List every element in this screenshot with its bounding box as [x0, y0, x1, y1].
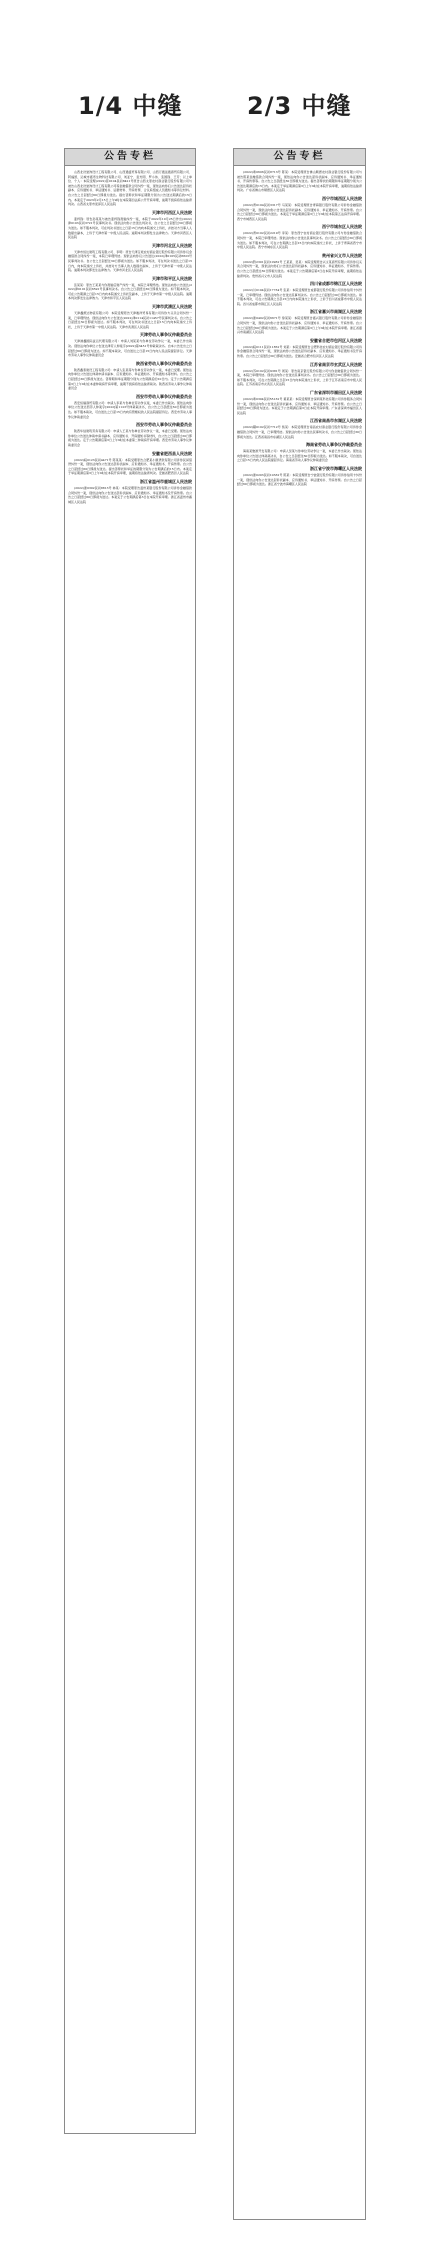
- notice-title: 安徽省肥西县人民法院: [152, 450, 192, 456]
- notice-body: (2022)粤0304民初55132号 黄某某：本院受理原告深圳某科技有限公司诉你服务合同纠纷一案，现依法向你公告送达起诉状副本、应诉通知书、举证通知书、开庭传票。自公告之日起经过30日即视为送达。本案定于公告期满后第3日在本院开庭审理。广东省深圳市福田区人民法院: [237, 397, 362, 415]
- notice-body: 天津港鑫国际货运代理有限公司：申请人刘某某与你单位劳动争议一案，本委已作出裁决。现依法向你单位公告送达津劳人仲案字[2022]第3451号仲裁裁决书。自本公告发出之日起经过60日即视为送达。如不服本裁决，可自送达之日起15日内向人民法院提起诉讼。天津市劳动人事争议仲裁委员会: [68, 339, 192, 358]
- column-header-left: 公告专栏: [65, 149, 195, 166]
- column-header-right: 公告专栏: [234, 149, 365, 166]
- notice-item: [68, 170, 192, 207]
- notice-body: (2022)苏0102民初9381号 周某：原告南京银行股份有限公司与你金融借款合同纠纷一案，本院已审理终结。现依法向你公告送达民事判决书。自公告之日起经过30日即视为送达。如不服本判决，可在公告期满之日起15日内向本院递交上诉状，上诉于江苏省南京市中级人民法院。江苏省南京市玄武区人民法院: [237, 368, 362, 387]
- notice-title: 广东省深圳市福田区人民法院: [310, 390, 362, 395]
- notice-title: 贵州省兴义市人民法院: [322, 252, 362, 258]
- notice-body: (2022)浙0302民初8813号 林某：本院受理原告温州某银行股份有限公司诉你金融借款合同纠纷一案，现依法向你公告送达起诉状副本、应诉通知书、举证通知书及开庭传票。自公告之日起经过60日即视为送达。本案定于公告期满后第3日在本院开庭审理。浙江省温州市鹿城区人民法院: [68, 485, 192, 504]
- notice-item: [237, 170, 362, 193]
- notice-item: [237, 418, 362, 439]
- notice-body: (2022)青0104民初3317号 马某某：本院受理原告青海银行股份有限公司诉你金融借款合同纠纷一案，现依法向你公告送达起诉状副本、应诉通知书、举证通知书、开庭传票。自公告之日起经过30日即视为送达。本案定于举证期满后第3日上午9时在本院第五法庭开庭审理。西宁市城西区人民法院: [237, 202, 362, 221]
- notice-title: 海南省劳动人事争议仲裁委员会: [306, 442, 362, 448]
- notice-title: 西宁市城东区人民法院: [322, 224, 362, 230]
- notice-title: 天津劳动人事争议仲裁委员会: [140, 332, 192, 338]
- notice-body: (2022)浙0402民初6671号 徐某某：本院受理原告嘉兴银行股份有限公司诉你金融借款合同纠纷一案，现依法向你公告送达起诉状副本、应诉通知书、举证通知书、开庭传票。自公告之日起经过60日即视为送达。本案定于公告期满后第3日上午9时在本院开庭审理。浙江省嘉兴市南湖区人民法院: [237, 316, 362, 335]
- notice-item: [237, 466, 362, 487]
- notice-body: (2022)黔2301民初10932号 王某某、吴某：本院受理原告兴义某商贸有限公司诉你们买卖合同纠纷一案，现依法向你们公告送达起诉状副本、应诉通知书、举证通知书、开庭传票。自公告之日起经过30日即视为送达。本案定于公告期满后第3日在本院开庭审理，逾期将依法缺席判决。贵州省兴义市人民法院: [237, 259, 362, 278]
- notice-item: [68, 479, 192, 504]
- notice-item: [68, 276, 192, 301]
- notice-body: (2022)皖0111民初11852号 刘某：本院受理原告合肥科技农村商业银行股份有限公司诉你金融借款合同纠纷一案，现依法向你公告送达起诉状副本、应诉通知书、举证通知书及开庭传票。自公告之日起经过30日即视为送达。安徽省合肥市包河区人民法院: [237, 344, 362, 359]
- notice-item: [237, 281, 362, 306]
- notice-body: 张某某：原告王某某与你离婚后财产纠纷一案，本院已审理终结。现依法向你公告送达(2022)津0101民初6591号民事判决书。自公告之日起经过30日即视为送达。如不服本判决，可在公告期满之日起15日内向本院递交上诉状及副本，上诉于天津市第一中级人民法院。逾期本判决即发生法律效力。天津市和平区人民法院: [68, 282, 192, 301]
- notice-body: (2022)皖0123民初4471号 陈某某：本院受理原告合肥某小额贷款有限公司诉你民间借贷纠纷一案，现依法向你公告送达起诉状副本、应诉通知书、举证通知书、开庭传票。自公告之日起经过60日即视为送达。提出答辩状和举证的期限分别为公告期满后的15日内。本案定于举证期满后第3日上午9时在本院开庭审理，逾期将依法缺席判决。安徽省肥西县人民法院: [68, 457, 192, 476]
- notice-title: 西宁市城西区人民法院: [322, 195, 362, 201]
- notice-title: 浙江省宁波市海曙区人民法院: [310, 465, 362, 471]
- notice-body: 陕西鑫泰建设工程有限公司：申请人张某等与你单位劳动争议一案，本委已受理。现依法向你单位公告送达仲裁申请书副本、应诉通知书、举证通知书、开庭通知书等材料。自公告之日起经过30日即视为送达。答辩期和举证期限分别为公告期满后的10日内。定于公告期满后第3日上午9时在本委仲裁庭开庭审理，逾期不到庭将依法缺席裁决。陕西省劳动人事争议仲裁委员会: [68, 367, 192, 391]
- notice-title: 江苏省南京市玄武区人民法院: [310, 361, 362, 367]
- notice-title: 安徽省合肥市包河区人民法院: [310, 337, 362, 343]
- notice-body: (2022)川0104民初17734号 张某：本院受理原告成都银行股份有限公司诉你信用卡纠纷一案，已审理终结。现依法向你公告送达民事判决书。自公告之日起经过30日即视为送达。如不服本判决，可在公告期满之日起15日内向本院递交上诉状，上诉于四川省成都市中级人民法院。四川省成都市锦江区人民法院: [237, 288, 362, 306]
- notice-body: (2022)赣0102民初7712号 熊某：本院受理原告南昌农村商业银行股份有限公司诉你金融借款合同纠纷一案，已审理终结。现依法向你公告送达民事判决书，自公告之日起经过30日即视为送达。江西省南昌市东湖区人民法院: [237, 425, 362, 439]
- notice-item: [68, 243, 192, 273]
- notice-title: 浙江省温州市鹿城区人民法院: [140, 478, 192, 484]
- notice-item: [237, 338, 362, 359]
- page-label-right: 2/3 中缝: [247, 92, 352, 120]
- notice-item: [68, 361, 192, 391]
- notice-title: 天津市武清区人民法院: [152, 304, 192, 310]
- notice-column-right: [233, 148, 366, 2220]
- notice-item: [237, 309, 362, 334]
- notice-item: [68, 451, 192, 476]
- notice-item: [237, 253, 362, 278]
- notice-body: 天津市恒达建筑工程有限公司、李明：原告天津宝坻农村商业银行股份有限公司诉你们金融借款合同纠纷一案，本院已审理终结。现依法向你们公告送达(2022)津0105民初8823号民事判决书。自公告之日起经过30日即视为送达。如不服本判决，可在判决书送达之日起15日内，向本院递交上诉状，并按对方当事人的人数提出副本，上诉于天津市第一中级人民法院。逾期本判决即发生法律效力。天津市河北区人民法院: [68, 249, 192, 273]
- notice-item: [68, 210, 192, 240]
- notice-item: [68, 422, 192, 447]
- notice-title: 江西省南昌市东湖区人民法院: [310, 418, 362, 424]
- notice-item: [237, 196, 362, 221]
- notice-item: [68, 394, 192, 419]
- notice-item: [68, 332, 192, 357]
- notice-title: 天津市河西区人民法院: [152, 209, 192, 215]
- notice-title: 浙江省嘉兴市南湖区人民法院: [310, 309, 362, 315]
- notice-body: (2022)浙0203民初10332号 陈某：本院受理原告宁波银行股份有限公司诉你信用卡纠纷一案，现依法向你公告送达起诉状副本、应诉通知书、举证通知书、开庭传票。自公告之日起经过60日即视为送达。浙江省宁波市海曙区人民法院: [237, 472, 362, 487]
- notice-body: (2022)青0102民初2219号 李某：原告西宁农村商业银行股份有限公司与你金融借款合同纠纷一案，本院已审理终结。现依法向你公告送达民事判决书。自公告之日起经过30日即视为送达。如不服本判决，可在公告期满之日起15日内向本院递交上诉状，上诉于青海省西宁市中级人民法院。西宁市城东区人民法院: [237, 231, 362, 250]
- notice-item: [237, 362, 362, 387]
- notice-item: [237, 390, 362, 415]
- notice-body: 姜梓锋：原告孙某某与被告姜梓锋离婚纠纷一案，本院于2022年10月25日作出(2022)津0103民初3721号民事判决书。现依法向你公告送达判决书，自公告之日起经过30日即视为送达。如不服本判决，可在判决书送达之日起15日内向本院递交上诉状，并按对方当事人人数提出副本，上诉于天津市第一中级人民法院。逾期本判决即发生法律效力。天津市河西区人民法院: [68, 216, 192, 240]
- notice-body: (2022)粤0606民初8713号 陈某：本院受理原告佛山顺德农村商业银行股份有限公司与被告陈某金融借款合同纠纷一案，现依法向你公告送达起诉状副本、应诉通知书、举证通知书、开庭传票等。自公告之日起经过30日即视为送达。提出答辩状的期限和举证期限分别为公告送达期满后的15日内。本案定于举证期满后第3日上午9时在本院开庭审理，逾期将依法缺席判决。广东省佛山市顺德区人民法院: [237, 170, 362, 193]
- notice-title: 西安市劳动人事争议仲裁委员会: [136, 422, 192, 428]
- notice-title: 西安市劳动人事争议仲裁委员会: [136, 393, 192, 399]
- notice-body: 天津鑫源达物流有限公司：本院受理原告天津骏祥贸易有限公司诉你方买卖合同纠纷一案，已审理终结。现依法向你方公告送达(2022)津0114民初11457号民事判决书。自公告之日起经过30日即视为送达。如不服本判决，可在判决书送达之日起15日内向本院递交上诉状，上诉于天津市第一中级人民法院。天津市武清区人民法院: [68, 311, 192, 329]
- column-body-right: [234, 166, 365, 487]
- notice-item: [68, 304, 192, 329]
- column-body-left: [65, 166, 195, 504]
- notice-body: 海南某旅游开发有限公司：申请人吴某与你单位劳动争议一案，本委已作出裁决。现依法向你单位公告送达仲裁裁决书，自公告之日起经过60日即视为送达。如不服本裁决，可自送达之日起15日内向人民法院提起诉讼。海南省劳动人事争议仲裁委员会: [237, 449, 362, 463]
- notice-column-left: [64, 148, 196, 2134]
- notice-item: [237, 224, 362, 249]
- notice-title: 天津市河北区人民法院: [152, 242, 192, 248]
- notice-title: 四川省成都市锦江区人民法院: [310, 281, 362, 287]
- notice-body: 西安恒瑞商贸有限公司：申请人李某与你单位劳动争议案，本委已作出裁决。现依法向你单位公告送达西劳人仲案字[2022]第1123号仲裁裁决书，自公告之日起经过60日即视为送达。如不服本裁决，可自送达之日起15日内向有管辖权的人民法院提起诉讼。西安市劳动人事争议仲裁委员会: [68, 400, 192, 419]
- notice-body: 山西北汾装饰设计工程有限公司、山西通盛贸易有限公司、山西万通远通商贸有限公司、阿福凯、运城市嘉奇生物科技有限公司、刘亚宁、袁光明、罗小伟、张国锋、王芳；以上单位、个人：本院受理(2022)晋0104民初8421号原告山西太原农村商业银行股份有限公司与被告山西北汾装饰设计工程有限公司等金融借款合同纠纷一案，现依法向你们公告送达起诉状副本、应诉通知书、举证通知书、证据材料、开庭传票、合议庭组成人员通知书等诉讼材料。自公告之日起经过60日即视为送达。提出答辩状和举证期限分别为公告送达期满后的15日内。本案定于2023年2月15日上午9时在本院第四法庭公开开庭审理，逾期不到庭将依法缺席判决。山西省太原市迎泽区人民法院: [68, 170, 192, 207]
- notice-body: 陕西华信建筑劳务有限公司：申请人王某与你单位劳动争议一案，本委已受理。现依法向你单位公告送达仲裁申请书副本、应诉通知书、开庭通知书等材料，自公告之日起经过30日即视为送达。定于公告期满后第3日上午9时在本委第二仲裁庭开庭审理。西安市劳动人事争议仲裁委员会: [68, 429, 192, 447]
- page-label-left: 1/4 中缝: [78, 92, 183, 120]
- notice-item: [237, 442, 362, 463]
- notice-title: 陕西省劳动人事争议仲裁委员会: [136, 360, 192, 366]
- notice-title: 天津市和平区人民法院: [152, 275, 192, 281]
